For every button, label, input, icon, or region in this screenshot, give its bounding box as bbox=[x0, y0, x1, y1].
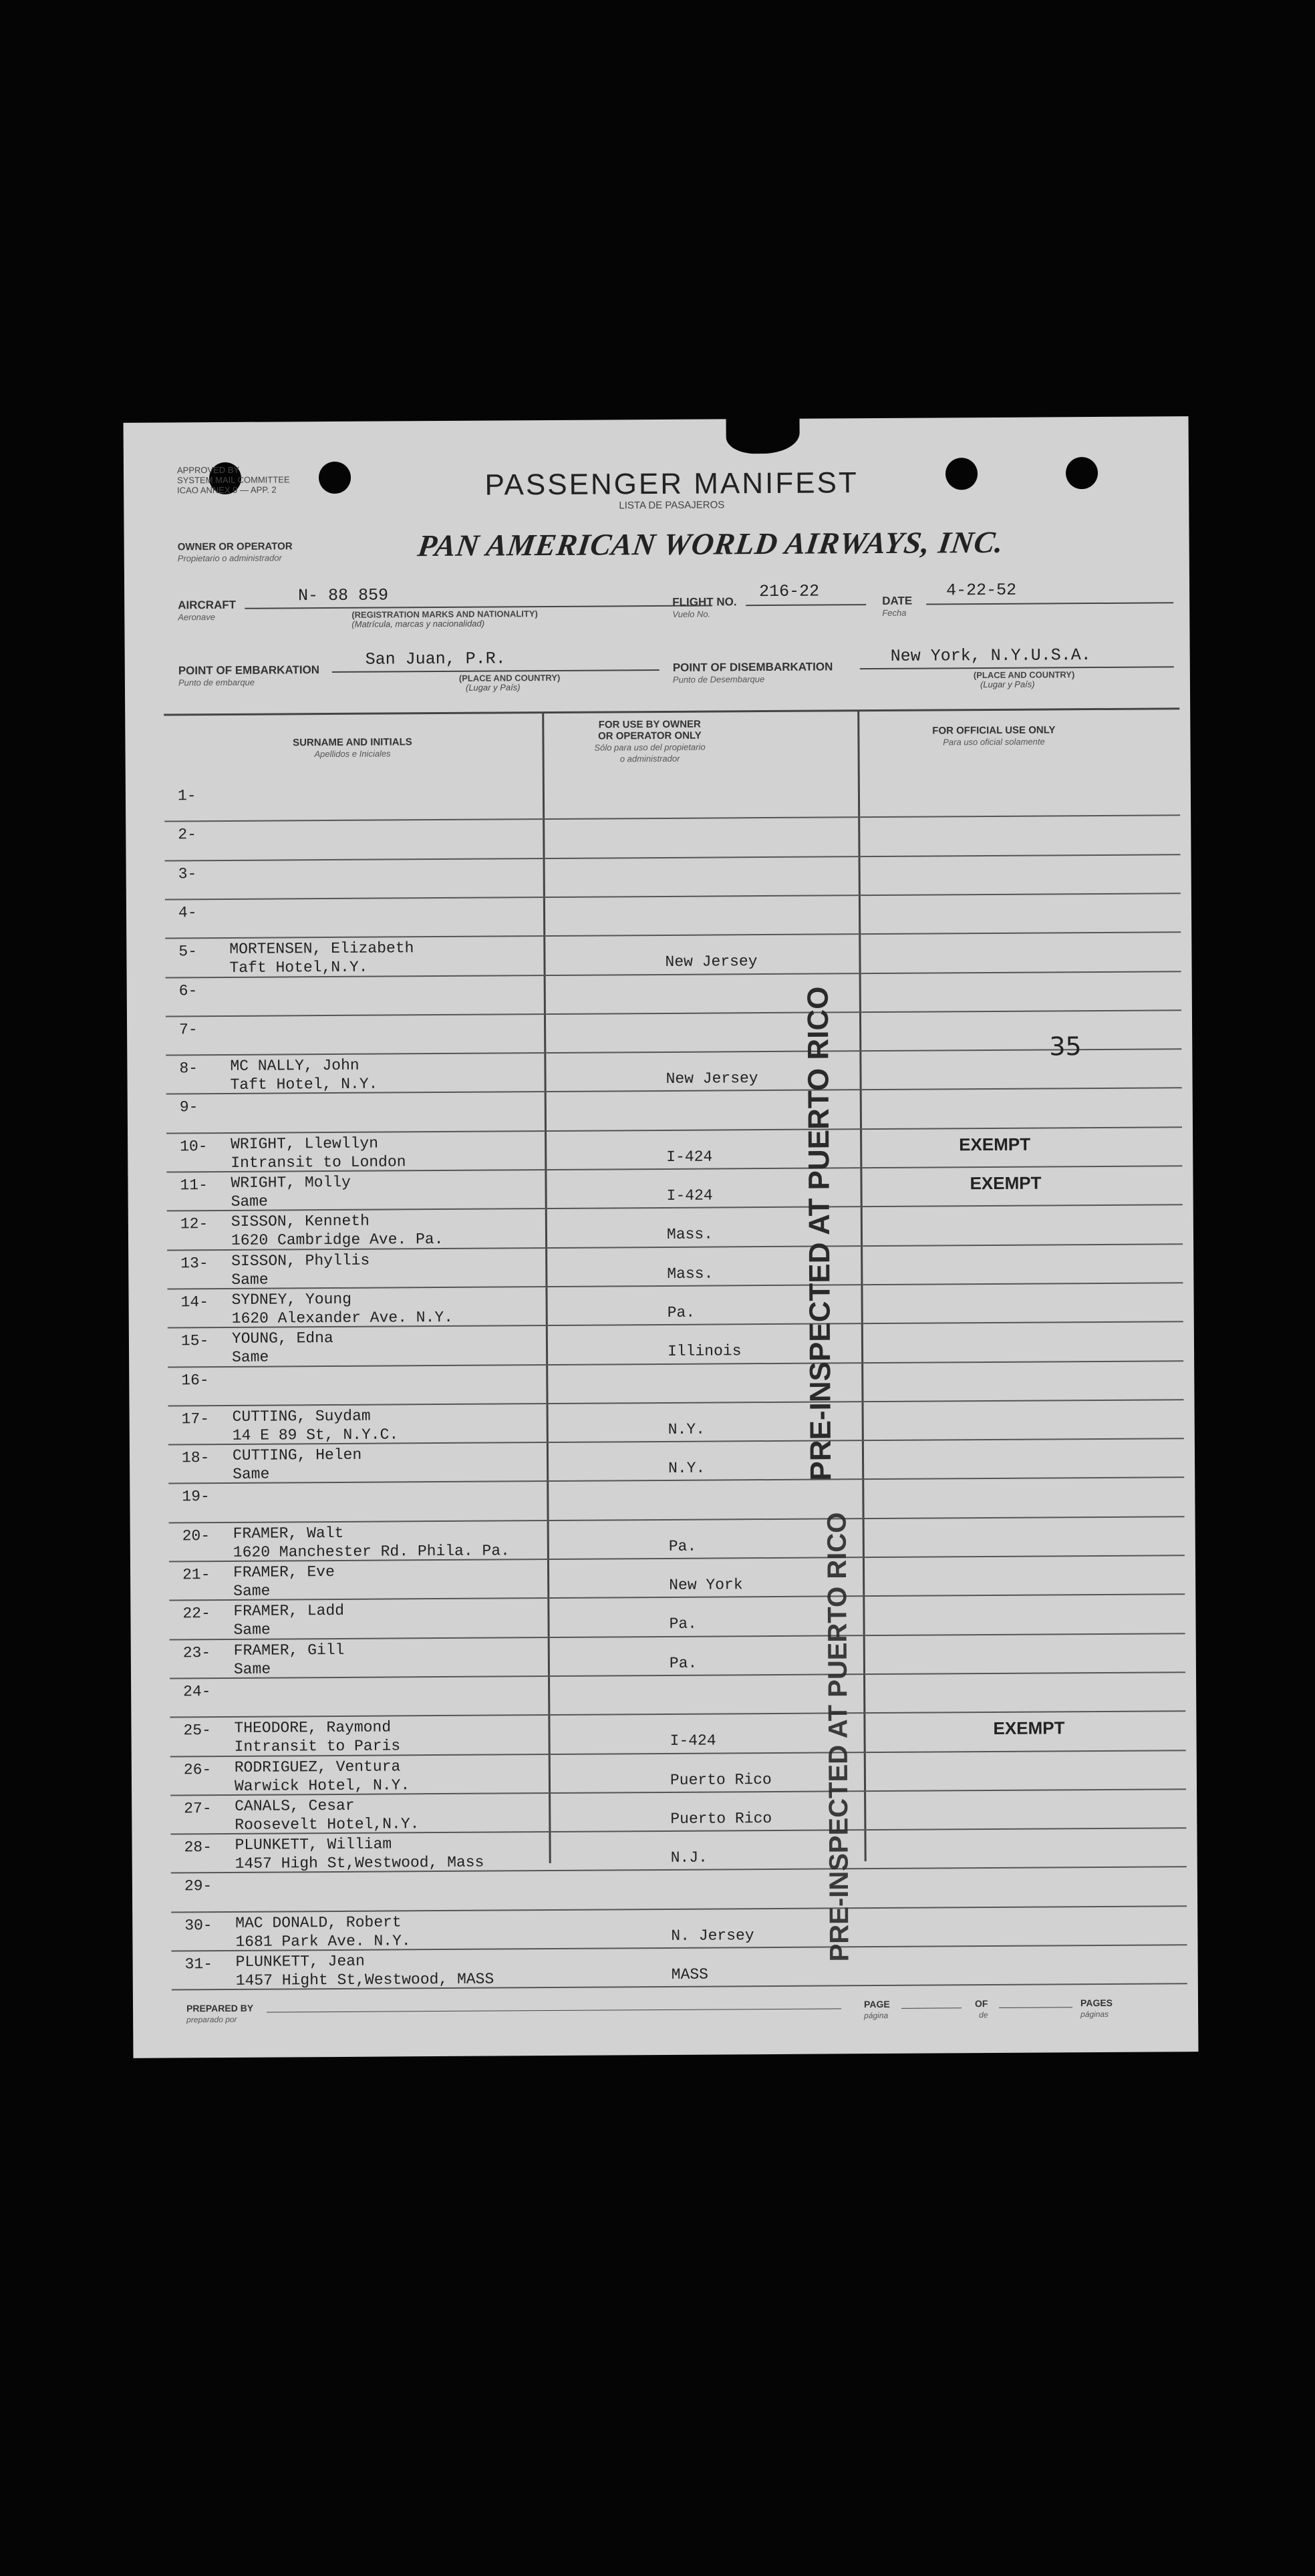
passenger-name: SYDNEY, Young 1620 Alexander Ave. N.Y. bbox=[231, 1290, 454, 1327]
disembark-value: New York, N.Y.U.S.A. bbox=[890, 645, 1091, 666]
row-number: 20- bbox=[182, 1526, 210, 1545]
page-subtitle: LISTA DE PASAJEROS bbox=[619, 499, 725, 512]
punch-hole bbox=[319, 462, 351, 494]
aircraft-label-es: Aeronave bbox=[178, 612, 216, 623]
row-number: 23- bbox=[182, 1643, 211, 1661]
aircraft-caption: (REGISTRATION MARKS AND NATIONALITY) bbox=[351, 609, 538, 620]
passenger-name: CANALS, Cesar Roosevelt Hotel,N.Y. bbox=[235, 1796, 420, 1834]
aircraft-value: N- 88 859 bbox=[298, 585, 389, 606]
column-divider bbox=[542, 713, 551, 1863]
owner-use-entry: New York bbox=[669, 1576, 743, 1594]
owner-use-entry: I-424 bbox=[670, 1732, 716, 1750]
inspection-stamp: PRE-INSPECTED AT PUERTO RICO bbox=[801, 986, 838, 1481]
owner-label: OWNER OR OPERATOR bbox=[177, 540, 293, 553]
punch-hole bbox=[1066, 457, 1098, 489]
row-number: 24- bbox=[183, 1683, 211, 1701]
torn-edge bbox=[726, 412, 799, 454]
owner-use-entry: I-424 bbox=[666, 1186, 713, 1204]
embark-caption: (PLACE AND COUNTRY) bbox=[458, 672, 561, 683]
row-number: 17- bbox=[181, 1410, 210, 1428]
disembark-caption: (PLACE AND COUNTRY) bbox=[973, 669, 1075, 681]
inspection-stamp: PRE-INSPECTED AT PUERTO RICO bbox=[822, 1512, 855, 1962]
date-label-es: Fecha bbox=[882, 607, 907, 618]
owner-use-entry: N.Y. bbox=[668, 1420, 706, 1438]
owner-use-entry: MASS bbox=[671, 1965, 709, 1983]
owner-use-entry: Mass. bbox=[666, 1225, 714, 1244]
row-number: 22- bbox=[182, 1605, 210, 1623]
passenger-name: MAC DONALD, Robert 1681 Park Ave. N.Y. bbox=[235, 1913, 411, 1951]
embark-label-es: Punto de embarque bbox=[178, 677, 255, 688]
row-rule bbox=[166, 1009, 1181, 1017]
embark-underline bbox=[332, 669, 660, 673]
row-number: 7- bbox=[179, 1021, 198, 1039]
disembark-caption-es: (Lugar y País) bbox=[980, 679, 1035, 690]
passenger-name: THEODORE, Raymond Intransit to Paris bbox=[234, 1718, 401, 1756]
row-number: 8- bbox=[179, 1060, 198, 1078]
passenger-name: SISSON, Kenneth 1620 Cambridge Ave. Pa. bbox=[231, 1212, 444, 1250]
row-number: 27- bbox=[184, 1799, 212, 1818]
row-number: 11- bbox=[180, 1176, 208, 1194]
flight-label: FLIGHT NO. bbox=[672, 595, 737, 609]
passenger-name: FRAMER, Walt 1620 Manchester Rd. Phila. Pa. bbox=[233, 1524, 510, 1561]
passenger-name: FRAMER, Eve Same bbox=[233, 1563, 335, 1600]
manifest-sheet bbox=[124, 416, 1199, 2058]
row-number: 3- bbox=[178, 864, 197, 882]
column-divider bbox=[857, 711, 867, 1861]
passenger-name: CUTTING, Suydam 14 E 89 St, N.Y.C. bbox=[232, 1407, 399, 1444]
owner-use-entry: N.Y. bbox=[668, 1459, 706, 1478]
row-number: 31- bbox=[184, 1955, 213, 1973]
owner-use-entry: Pa. bbox=[669, 1654, 698, 1672]
official-use-entry: EXEMPT bbox=[959, 1134, 1031, 1154]
passenger-name: FRAMER, Ladd Same bbox=[233, 1602, 345, 1639]
row-number: 16- bbox=[181, 1371, 209, 1389]
table-top-rule bbox=[164, 707, 1179, 715]
row-number: 5- bbox=[178, 943, 198, 961]
owner-use-entry: New Jersey bbox=[665, 953, 758, 971]
row-number: 6- bbox=[178, 981, 198, 999]
owner-use-entry: Illinois bbox=[667, 1342, 742, 1361]
of-line bbox=[999, 2007, 1072, 2008]
official-use-entry: EXEMPT bbox=[993, 1718, 1065, 1739]
punch-hole bbox=[945, 458, 978, 490]
row-number: 21- bbox=[182, 1566, 210, 1584]
row-number: 10- bbox=[180, 1137, 208, 1156]
disembark-label: POINT OF DISEMBARKATION bbox=[672, 660, 833, 674]
owner-use-entry: Puerto Rico bbox=[670, 1809, 772, 1828]
passenger-name: SISSON, Phyllis Same bbox=[231, 1251, 370, 1289]
passenger-name: YOUNG, Edna Same bbox=[231, 1329, 333, 1367]
row-number: 18- bbox=[181, 1449, 210, 1467]
disembark-label-es: Punto de Desembarque bbox=[672, 674, 765, 685]
row-number: 30- bbox=[184, 1916, 212, 1935]
embark-caption-es: (Lugar y País) bbox=[465, 682, 521, 693]
row-number: 4- bbox=[178, 904, 197, 922]
row-rule bbox=[165, 854, 1181, 861]
embark-label: POINT OF EMBARKATION bbox=[178, 663, 320, 677]
flight-underline bbox=[746, 604, 866, 606]
passenger-name: FRAMER, Gill Same bbox=[233, 1641, 345, 1678]
embark-value: San Juan, P.R. bbox=[365, 649, 506, 669]
row-number: 25- bbox=[183, 1722, 211, 1740]
owner-use-entry: Pa. bbox=[667, 1303, 696, 1321]
passenger-name: WRIGHT, Molly Same bbox=[231, 1173, 351, 1211]
date-underline bbox=[926, 602, 1173, 605]
passenger-name: MC NALLY, John Taft Hotel, N.Y. bbox=[230, 1056, 378, 1094]
owner-use-entry: N. Jersey bbox=[671, 1926, 754, 1945]
row-rule bbox=[166, 1126, 1182, 1134]
page-title: PASSENGER MANIFEST bbox=[484, 466, 859, 502]
owner-use-entry: Mass. bbox=[667, 1265, 714, 1283]
aircraft-caption-es: (Matrícula, marcas y nacionalidad) bbox=[351, 618, 485, 629]
flight-label-es: Vuelo No. bbox=[672, 609, 711, 619]
handwritten-note: 35 bbox=[1049, 1031, 1082, 1062]
of-label-es: de bbox=[979, 2010, 988, 2020]
row-number: 13- bbox=[180, 1254, 208, 1272]
owner-use-entry: Pa. bbox=[669, 1615, 698, 1633]
row-number: 12- bbox=[180, 1215, 208, 1233]
row-rule bbox=[164, 815, 1180, 822]
disembark-underline bbox=[860, 666, 1174, 669]
date-label: DATE bbox=[882, 594, 913, 607]
pages-label-es: páginas bbox=[1080, 2009, 1109, 2020]
passenger-name: MORTENSEN, Elizabeth Taft Hotel,N.Y. bbox=[229, 939, 414, 977]
passenger-name: PLUNKETT, Jean 1457 Hight St,Westwood, MASS bbox=[235, 1952, 494, 1989]
official-use-entry: EXEMPT bbox=[970, 1172, 1042, 1194]
passenger-name: WRIGHT, Llewllyn Intransit to London bbox=[231, 1134, 406, 1172]
owner-use-entry: Pa. bbox=[668, 1537, 697, 1555]
row-rule bbox=[166, 1048, 1181, 1056]
row-number: 14- bbox=[180, 1293, 209, 1311]
row-number: 19- bbox=[182, 1488, 210, 1506]
passenger-name: PLUNKETT, William 1457 High St,Westwood, Mass bbox=[235, 1835, 484, 1873]
owner-column-header: FOR USE BY OWNER OR OPERATOR ONLY Sólo para uso del propietario o administrador bbox=[594, 718, 706, 764]
passenger-name: CUTTING, Helen Same bbox=[232, 1446, 362, 1484]
page-label-es: página bbox=[864, 2010, 889, 2021]
row-rule bbox=[170, 1710, 1185, 1718]
row-number: 1- bbox=[177, 787, 196, 805]
page-line bbox=[901, 2007, 962, 2009]
passenger-name: RODRIGUEZ, Ventura Warwick Hotel, N.Y. bbox=[234, 1757, 410, 1795]
flight-value: 216-22 bbox=[759, 581, 820, 602]
owner-use-entry: New Jersey bbox=[666, 1070, 758, 1088]
official-column-header: FOR OFFICIAL USE ONLY Para uso oficial solamente bbox=[932, 724, 1056, 748]
row-rule bbox=[171, 1905, 1187, 1913]
approval-note: APPROVED BY SYSTEM MAIL COMMITTEE ICAO ANNEX 9 — APP. 2 bbox=[176, 464, 290, 496]
row-number: 15- bbox=[180, 1332, 209, 1350]
aircraft-label: AIRCRAFT bbox=[178, 598, 237, 612]
row-rule bbox=[165, 931, 1181, 939]
row-number: 29- bbox=[184, 1877, 212, 1895]
row-rule bbox=[168, 1399, 1184, 1406]
row-rule bbox=[169, 1516, 1185, 1523]
date-value: 4-22-52 bbox=[946, 580, 1017, 601]
row-rule bbox=[165, 893, 1181, 900]
row-number: 9- bbox=[179, 1098, 198, 1116]
pages-label: PAGES bbox=[1080, 1997, 1113, 2009]
row-number: 2- bbox=[178, 826, 196, 844]
prepared-by-label: PREPARED BY bbox=[186, 2002, 254, 2014]
of-label: OF bbox=[974, 1998, 988, 2009]
owner-label-es: Propietario o administrador bbox=[177, 552, 282, 564]
page-label: PAGE bbox=[863, 1998, 890, 2010]
owner-use-entry: Puerto Rico bbox=[670, 1770, 772, 1789]
prepared-by-label-es: preparado por bbox=[186, 2014, 237, 2025]
surname-column-header: SURNAME AND INITIALS Apellidos e Iniciales bbox=[293, 736, 412, 760]
owner-use-entry: N.J. bbox=[670, 1848, 708, 1867]
prepared-by-line bbox=[267, 2008, 841, 2012]
row-number: 28- bbox=[184, 1838, 212, 1857]
owner-use-entry: I-424 bbox=[666, 1148, 713, 1166]
row-number: 26- bbox=[183, 1760, 212, 1778]
airline-name: PAN AMERICAN WORLD AIRWAYS, INC. bbox=[416, 524, 1006, 563]
